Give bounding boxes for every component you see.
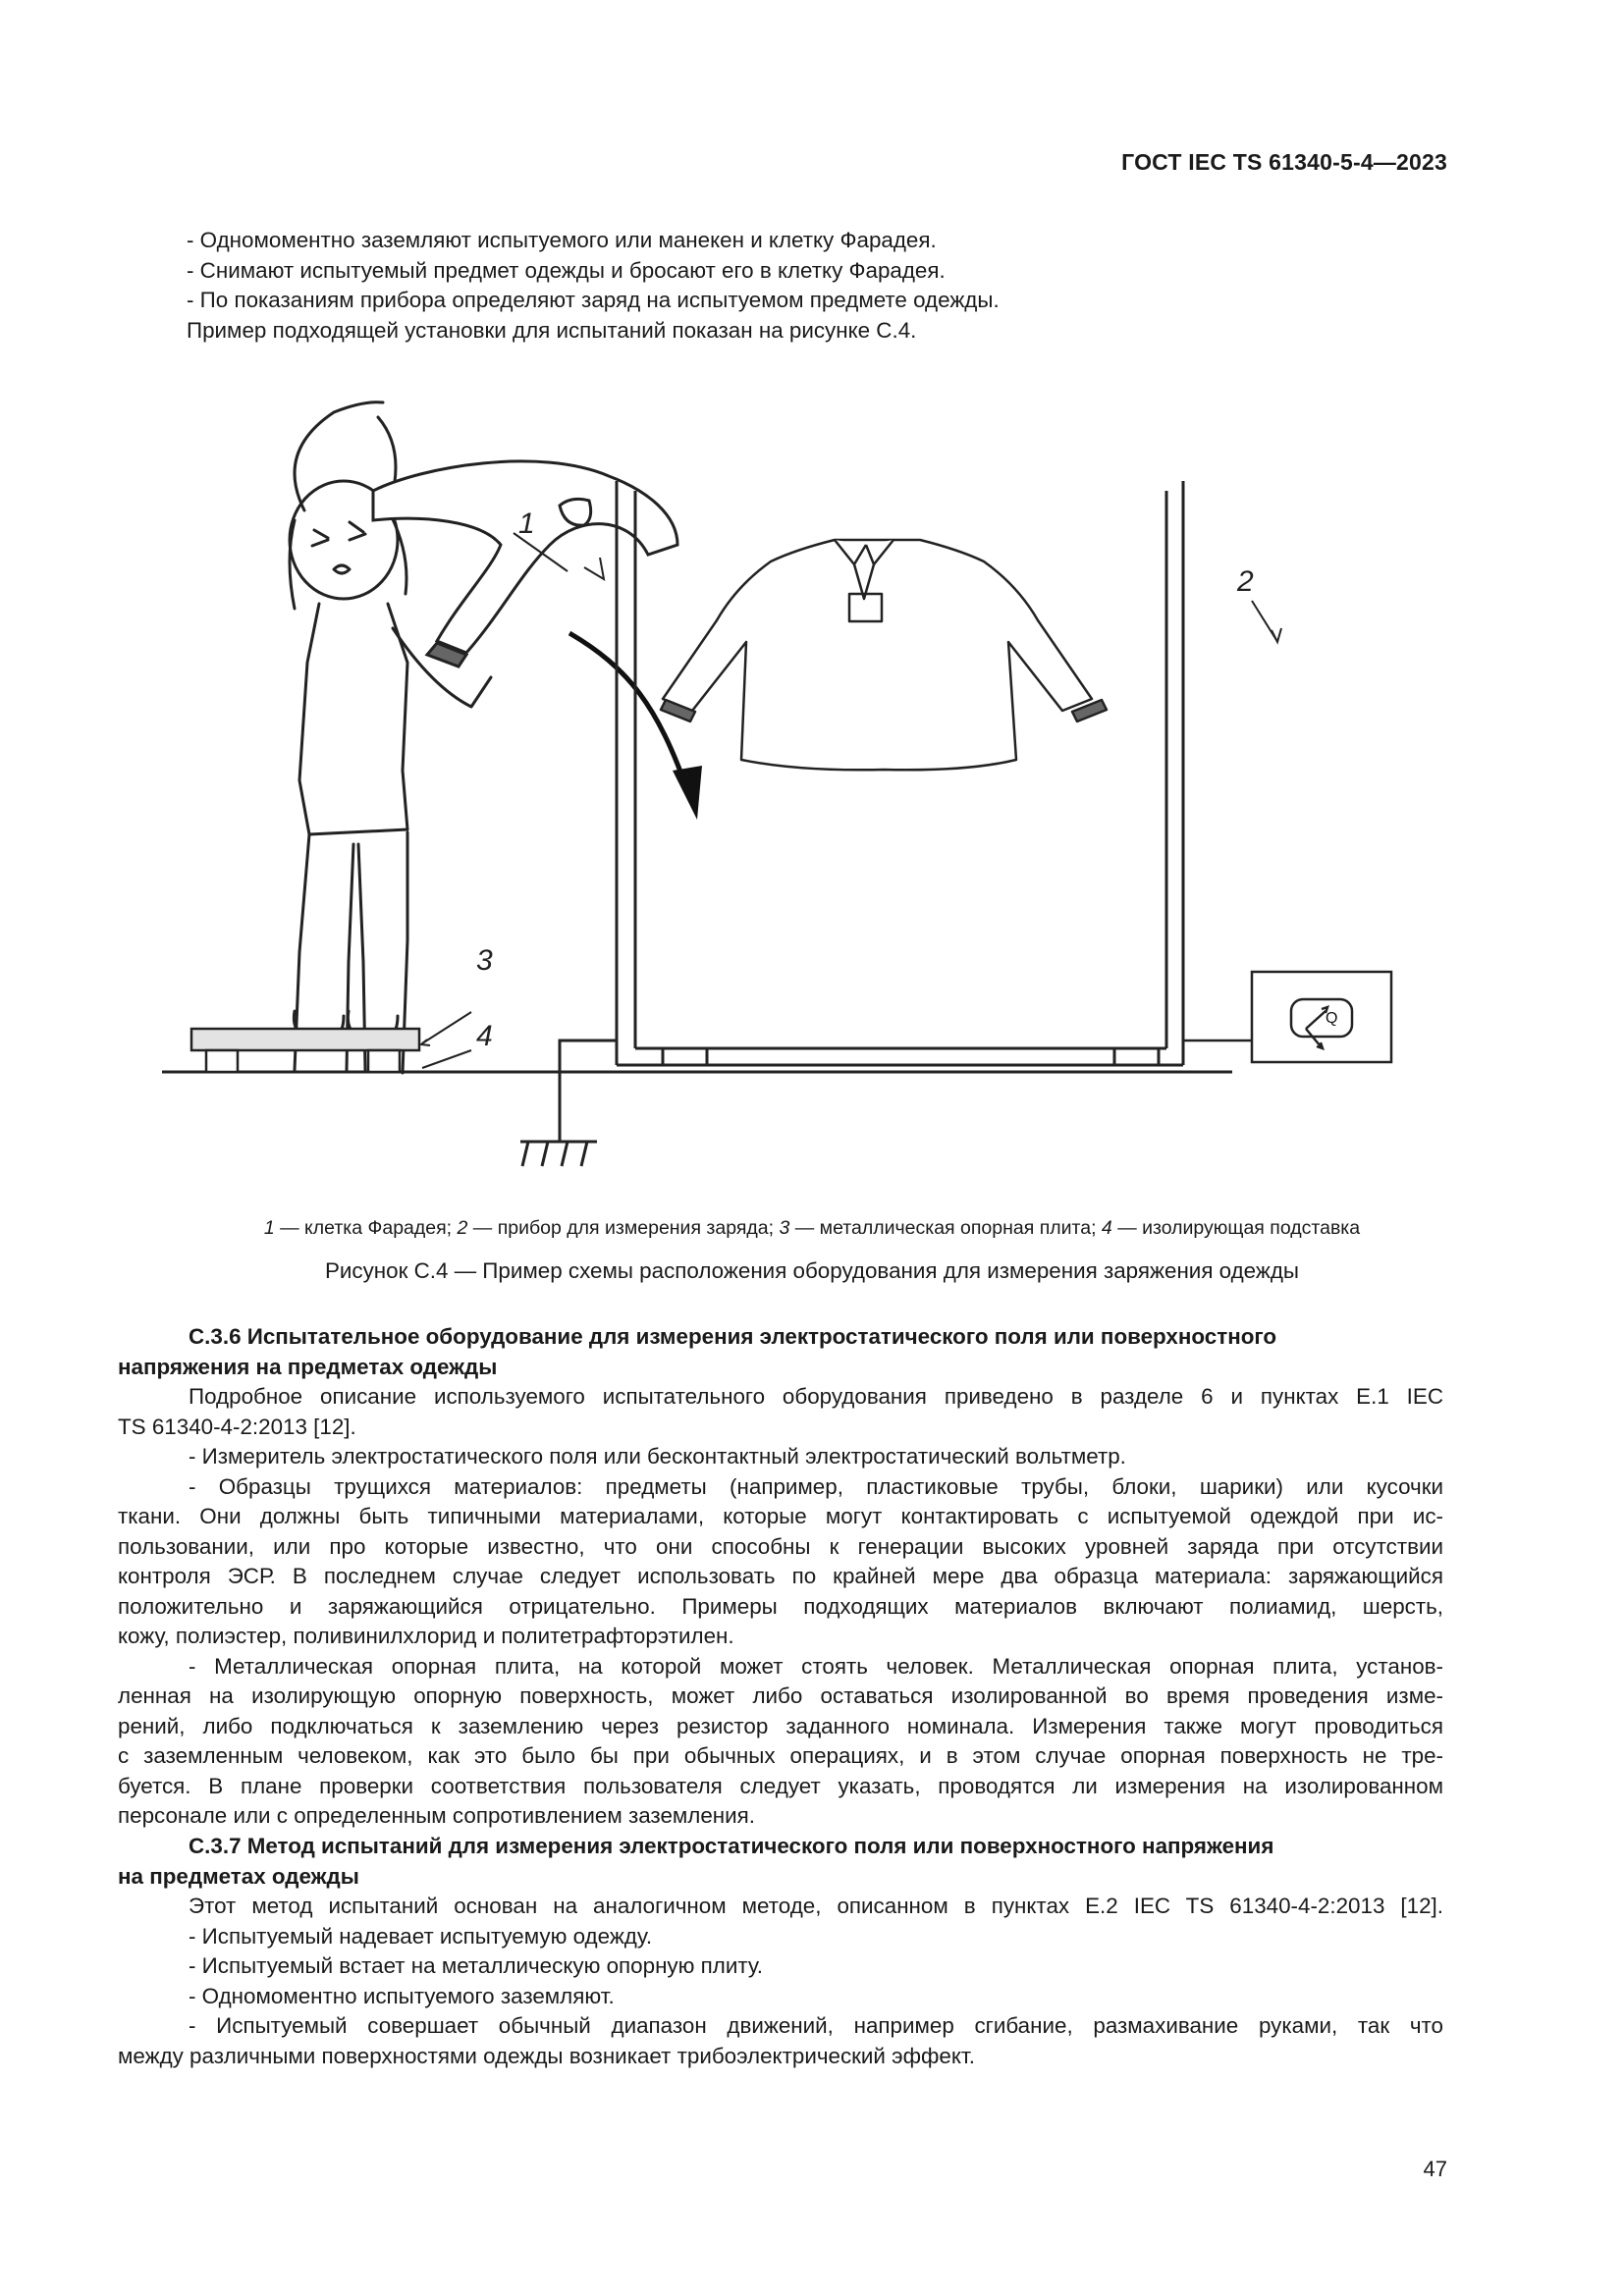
- section-heading-cont: напряжения на предметах одежды: [118, 1354, 498, 1379]
- ground-connection: [520, 1041, 617, 1166]
- standard-header: ГОСТ IEC TS 61340-5-4—2023: [1121, 149, 1447, 175]
- legend-text-4: — изолирующая подставка: [1111, 1217, 1361, 1239]
- section-heading: С.3.6 Испытательное оборудование для измерения электростатического поля или поверхностного: [189, 1324, 1277, 1349]
- metal-plate-assembly: [191, 1029, 419, 1072]
- paragraph-line: - Металлическая опорная плита, на которой может стоять человек. Металлическая опорная плита, установ-: [189, 1653, 1443, 1679]
- thrown-shirt: [206, 373, 677, 667]
- shirt-in-cage: [661, 540, 1107, 770]
- meter-q-label: Q: [1326, 1010, 1338, 1027]
- intro-item: - Снимают испытуемый предмет одежды и бросают его в клетку Фарадея.: [187, 257, 946, 283]
- paragraph-line: контроля ЭСР. В последнем случае следует использовать по крайней мере два образца материала: заряжающийся: [118, 1564, 1443, 1588]
- arrow-head: [673, 766, 702, 820]
- figure-label-4: 4: [476, 1020, 493, 1052]
- section-heading-cont: на предметах одежды: [118, 1863, 359, 1889]
- paragraph-line: Этот метод испытаний основан на аналогичном методе, описанном в пунктах Е.2 IEC TS 61340-4-2:2013 [12].: [189, 1894, 1443, 1918]
- paragraph-line: персонале или с определенным сопротивлением заземления.: [118, 1803, 756, 1828]
- figure-legend: [0, 1217, 1624, 1240]
- paragraph-line: ткани. Они должны быть типичными материалами, которые могут контактировать с испытуемой одеждой при ис-: [118, 1504, 1443, 1528]
- legend-text-1: — клетка Фарадея;: [274, 1217, 458, 1239]
- list-item: - Испытуемый встает на металлическую опорную плиту.: [189, 1953, 764, 1978]
- paragraph-line: ленная на изолирующую опорную поверхность, может либо оставаться изолированной во время проведения изме-: [118, 1683, 1443, 1708]
- section-c37: [118, 1832, 1443, 2071]
- intro-item: - Одномоментно заземляют испытуемого или манекен и клетку Фарадея.: [187, 228, 937, 252]
- paragraph-line: буется. В плане проверки соответствия пользователя следует указать, проводятся ли измерения на изолированном: [118, 1773, 1443, 1798]
- section-c36: [118, 1322, 1443, 1832]
- paragraph-line: кожу, полиэстер, поливинилхлорид и политетрафторэтилен.: [118, 1624, 734, 1648]
- figure-c4-diagram: [147, 373, 1424, 1207]
- paragraph-line: с заземленным человеком, как это было бы при обычных операциях, и в этом случае опорная поверхность не тре-: [118, 1743, 1443, 1768]
- legend-num-1: 1: [263, 1217, 275, 1239]
- intro-block: [118, 226, 1443, 346]
- figure-label-3: 3: [476, 944, 493, 977]
- list-item-cont: между различными поверхностями одежды возникает трибоэлектрический эффект.: [118, 2043, 975, 2068]
- legend-text-2: — прибор для измерения заряда;: [467, 1217, 780, 1239]
- figure-label-2: 2: [1237, 565, 1254, 598]
- charge-meter: [1183, 972, 1391, 1062]
- list-item: - Испытуемый совершает обычный диапазон движений, например сгибание, размахивание руками, так что: [189, 2013, 1443, 2038]
- metal-plate: [191, 1029, 419, 1050]
- list-item: - Одномоментно испытуемого заземляют.: [189, 1983, 615, 2008]
- legend-num-2: 2: [457, 1217, 468, 1239]
- paragraph-line: рений, либо подключаться к заземлению через резистор заданного номинала. Измерения также могут проводиться: [118, 1713, 1443, 1738]
- paragraph-line: пользовании, или про которые известно, что они способны к генерации высоких уровней заряда при отсутствии: [118, 1533, 1443, 1559]
- figure-label-1: 1: [518, 507, 535, 540]
- figure-caption: Рисунок С.4 — Пример схемы расположения оборудования для измерения заряжения одежды: [324, 1258, 1300, 1283]
- legend-num-4: 4: [1101, 1217, 1112, 1239]
- paragraph-line: - Образцы трущихся материалов: предметы (например, пластиковые трубы, блоки, шарики) или кусочки: [189, 1473, 1443, 1499]
- intro-item: - По показаниям прибора определяют заряд на испытуемом предмете одежды.: [187, 288, 1000, 312]
- legend-text-3: — металлическая опорная плита;: [789, 1217, 1102, 1239]
- intro-note: Пример подходящей установки для испытаний показан на рисунке С.4.: [187, 317, 917, 343]
- paragraph-line: Подробное описание используемого испытательного оборудования приведено в разделе 6 и пунктах Е.1 IEC: [189, 1384, 1443, 1409]
- paragraph-line: TS 61340-4-2:2013 [12].: [118, 1414, 356, 1439]
- insulating-stand-left: [206, 1050, 238, 1072]
- insulating-stand-right: [368, 1050, 400, 1072]
- legend-num-3: 3: [779, 1217, 790, 1239]
- paragraph-line: положительно и заряжающийся отрицательно. Примеры подходящих материалов включают полиамид, шерсть,: [118, 1593, 1443, 1619]
- list-item: - Испытуемый надевает испытуемую одежду.: [189, 1923, 653, 1949]
- list-item: - Измеритель электростатического поля или бесконтактный электростатический вольтметр.: [189, 1444, 1126, 1468]
- page-number: 47: [1423, 2157, 1447, 2181]
- section-heading: С.3.7 Метод испытаний для измерения электростатического поля или поверхностного напряжения: [189, 1834, 1274, 1858]
